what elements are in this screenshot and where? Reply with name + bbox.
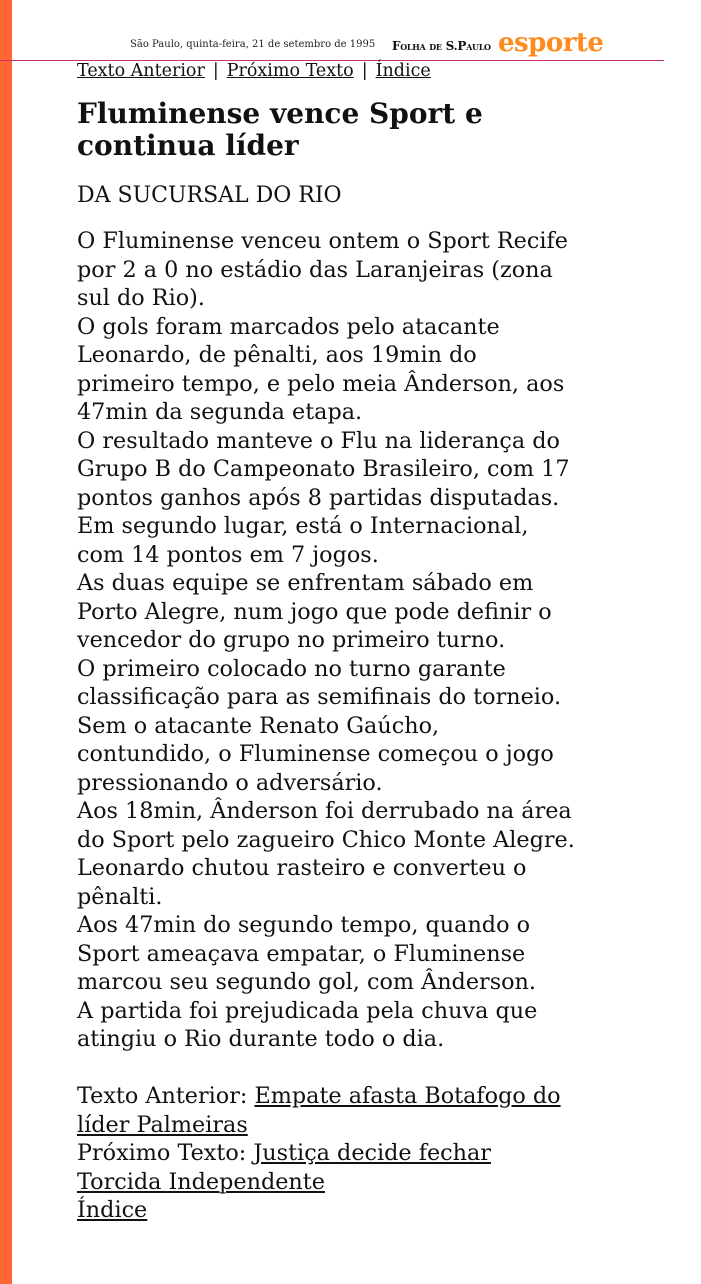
article-paragraph: O resultado manteve o Flu na liderança do Grupo B do Campeonato Brasileiro, com 17 pontos ganhos após 8 partidas disputadas.	[77, 427, 570, 511]
article-paragraph: Aos 47min do segundo tempo, quando o Sport ameaçava empatar, o Fluminense marcou seu segundo gol, com Ânderson.	[77, 912, 537, 995]
article-paragraph: O Fluminense venceu ontem o Sport Recife por 2 a 0 no estádio das Laranjeiras (zona sul do Rio).	[77, 228, 568, 311]
next-text-link[interactable]: Próximo Texto	[226, 61, 354, 81]
article-paragraph: O gols foram marcados pelo atacante Leonardo, de pênalti, aos 19min do primeiro tempo, e pelo meia Ânderson, aos 47min da segunda etapa.	[77, 313, 565, 425]
footer-previous	[77, 1082, 577, 1139]
footer-navigation	[77, 1082, 577, 1225]
index-link[interactable]: Índice	[375, 61, 431, 81]
previous-text-link[interactable]: Texto Anterior	[77, 61, 205, 81]
nav-separator: |	[212, 61, 219, 81]
footer-index	[77, 1196, 577, 1225]
newspaper-logo: Folha de S.Paulo	[392, 39, 491, 53]
footer-previous-link[interactable]: Empate afasta Botafogo do líder Palmeiras	[77, 1083, 561, 1138]
section-logo: esporte	[498, 28, 604, 58]
article-headline: Fluminense vence Sport e continua líder	[77, 97, 483, 162]
article-paragraph: Aos 18min, Ânderson foi derrubado na área do Sport pelo zagueiro Chico Monte Alegre. Leonardo chutou rasteiro e converteu o pênalti.	[77, 798, 575, 910]
nav-separator: |	[361, 61, 368, 81]
masthead	[0, 30, 664, 61]
footer-next	[77, 1139, 577, 1196]
article-paragraph: Sem o atacante Renato Gaúcho, contundido, o Fluminense começou o jogo pressionando o adversário.	[77, 712, 554, 796]
article-paragraph: A partida foi prejudicada pela chuva que atingiu o Rio durante todo o dia.	[77, 997, 538, 1052]
footer-previous-label: Texto Anterior:	[77, 1083, 248, 1109]
left-accent-bar	[0, 0, 12, 1284]
masthead-date: São Paulo, quinta-feira, 21 de setembro de 1995	[130, 39, 376, 50]
footer-next-label: Próximo Texto:	[77, 1140, 247, 1166]
article-paragraph: Em segundo lugar, está o Internacional, com 14 pontos em 7 jogos.	[77, 513, 529, 568]
article	[77, 98, 577, 1225]
article-byline: DA SUCURSAL DO RIO	[77, 183, 342, 208]
article-paragraph: O primeiro colocado no turno garante classificação para as semifinais do torneio.	[77, 655, 562, 710]
article-paragraph: As duas equipe se enfrentam sábado em Porto Alegre, num jogo que pode definir o vencedor do grupo no primeiro turno.	[77, 570, 552, 653]
top-navigation	[77, 59, 431, 83]
footer-next-link[interactable]: Justiça decide fechar Torcida Independente	[77, 1140, 491, 1195]
article-body	[77, 227, 577, 1054]
footer-index-link[interactable]: Índice	[77, 1197, 148, 1223]
